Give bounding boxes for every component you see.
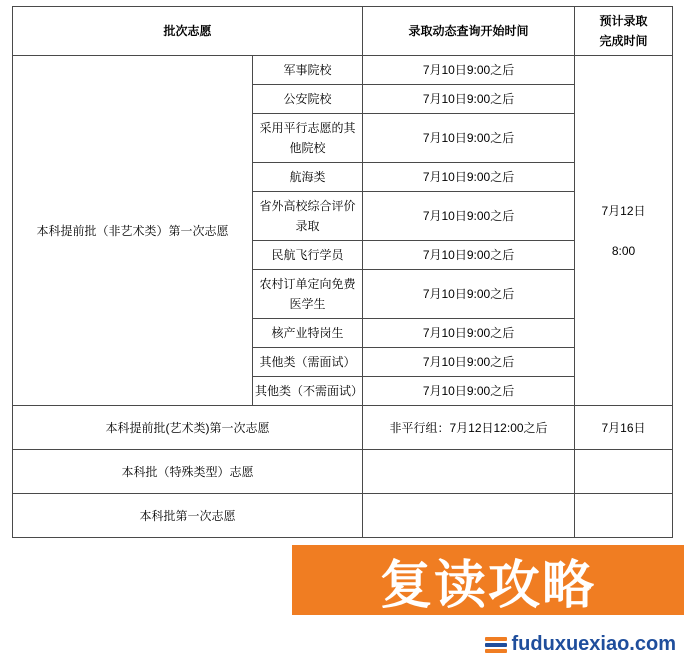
query-time-cell: [363, 494, 575, 538]
finish-time-cell: [575, 494, 673, 538]
query-time-cell: 7月10日9:00之后: [363, 192, 575, 241]
table-header-row: [13, 7, 673, 56]
header-finish-line1: 预计录取: [599, 14, 648, 28]
table-row: [13, 450, 673, 494]
logo-icon: [485, 637, 507, 653]
query-time-cell: 7月10日9:00之后: [363, 319, 575, 348]
admission-schedule-table: [12, 6, 673, 538]
watermark-banner-text: 复读攻略: [379, 555, 596, 616]
header-query-start-time: 录取动态查询开始时间: [363, 7, 575, 56]
query-time-cell: 7月10日9:00之后: [363, 114, 575, 163]
query-time-cell: 7月10日9:00之后: [363, 270, 575, 319]
query-time-cell: 7月10日9:00之后: [363, 56, 575, 85]
query-time-cell: 7月10日9:00之后: [363, 85, 575, 114]
sub-type-cell: 军事院校: [253, 56, 363, 85]
group-label-undergrad-early-nonart: 本科提前批（非艺术类）第一次志愿: [13, 56, 253, 406]
finish-line1: 7月12日: [601, 203, 646, 218]
query-time-cell: 非平行组：7月12日12:00之后: [363, 406, 575, 450]
finish-time-cell: 7月16日: [575, 406, 673, 450]
batch-label-undergrad-first: 本科批第一次志愿: [13, 494, 363, 538]
sub-type-cell: 采用平行志愿的其他院校: [253, 114, 363, 163]
query-time-cell: 7月10日9:00之后: [363, 348, 575, 377]
sub-type-cell: 其他类（不需面试）: [253, 377, 363, 406]
sub-type-cell: 省外高校综合评价录取: [253, 192, 363, 241]
schedule-table-container: [12, 6, 672, 538]
watermark-url: [485, 633, 676, 656]
sub-type-cell: 其他类（需面试）: [253, 348, 363, 377]
query-time-cell: 7月10日9:00之后: [363, 241, 575, 270]
finish-line2: 8:00: [611, 243, 636, 258]
query-time-cell: [363, 450, 575, 494]
table-row: [13, 494, 673, 538]
batch-label-art-early: 本科提前批(艺术类)第一次志愿: [13, 406, 363, 450]
watermark-url-text: fuduxuexiao.com: [511, 633, 676, 655]
query-time-cell: 7月10日9:00之后: [363, 377, 575, 406]
header-finish-line2: 完成时间: [599, 34, 648, 48]
table-row: [13, 406, 673, 450]
sub-type-cell: 农村订单定向免费医学生: [253, 270, 363, 319]
sub-type-cell: 核产业特岗生: [253, 319, 363, 348]
batch-label-special-type: 本科批（特殊类型）志愿: [13, 450, 363, 494]
sub-type-cell: 公安院校: [253, 85, 363, 114]
finish-time-cell: [575, 450, 673, 494]
sub-type-cell: 民航飞行学员: [253, 241, 363, 270]
query-time-cell: 7月10日9:00之后: [363, 163, 575, 192]
header-batch-wishes: 批次志愿: [13, 7, 363, 56]
group-finish-time: [575, 56, 673, 406]
sub-type-cell: 航海类: [253, 163, 363, 192]
header-expected-finish-time: [575, 7, 673, 56]
table-row: [13, 56, 673, 85]
